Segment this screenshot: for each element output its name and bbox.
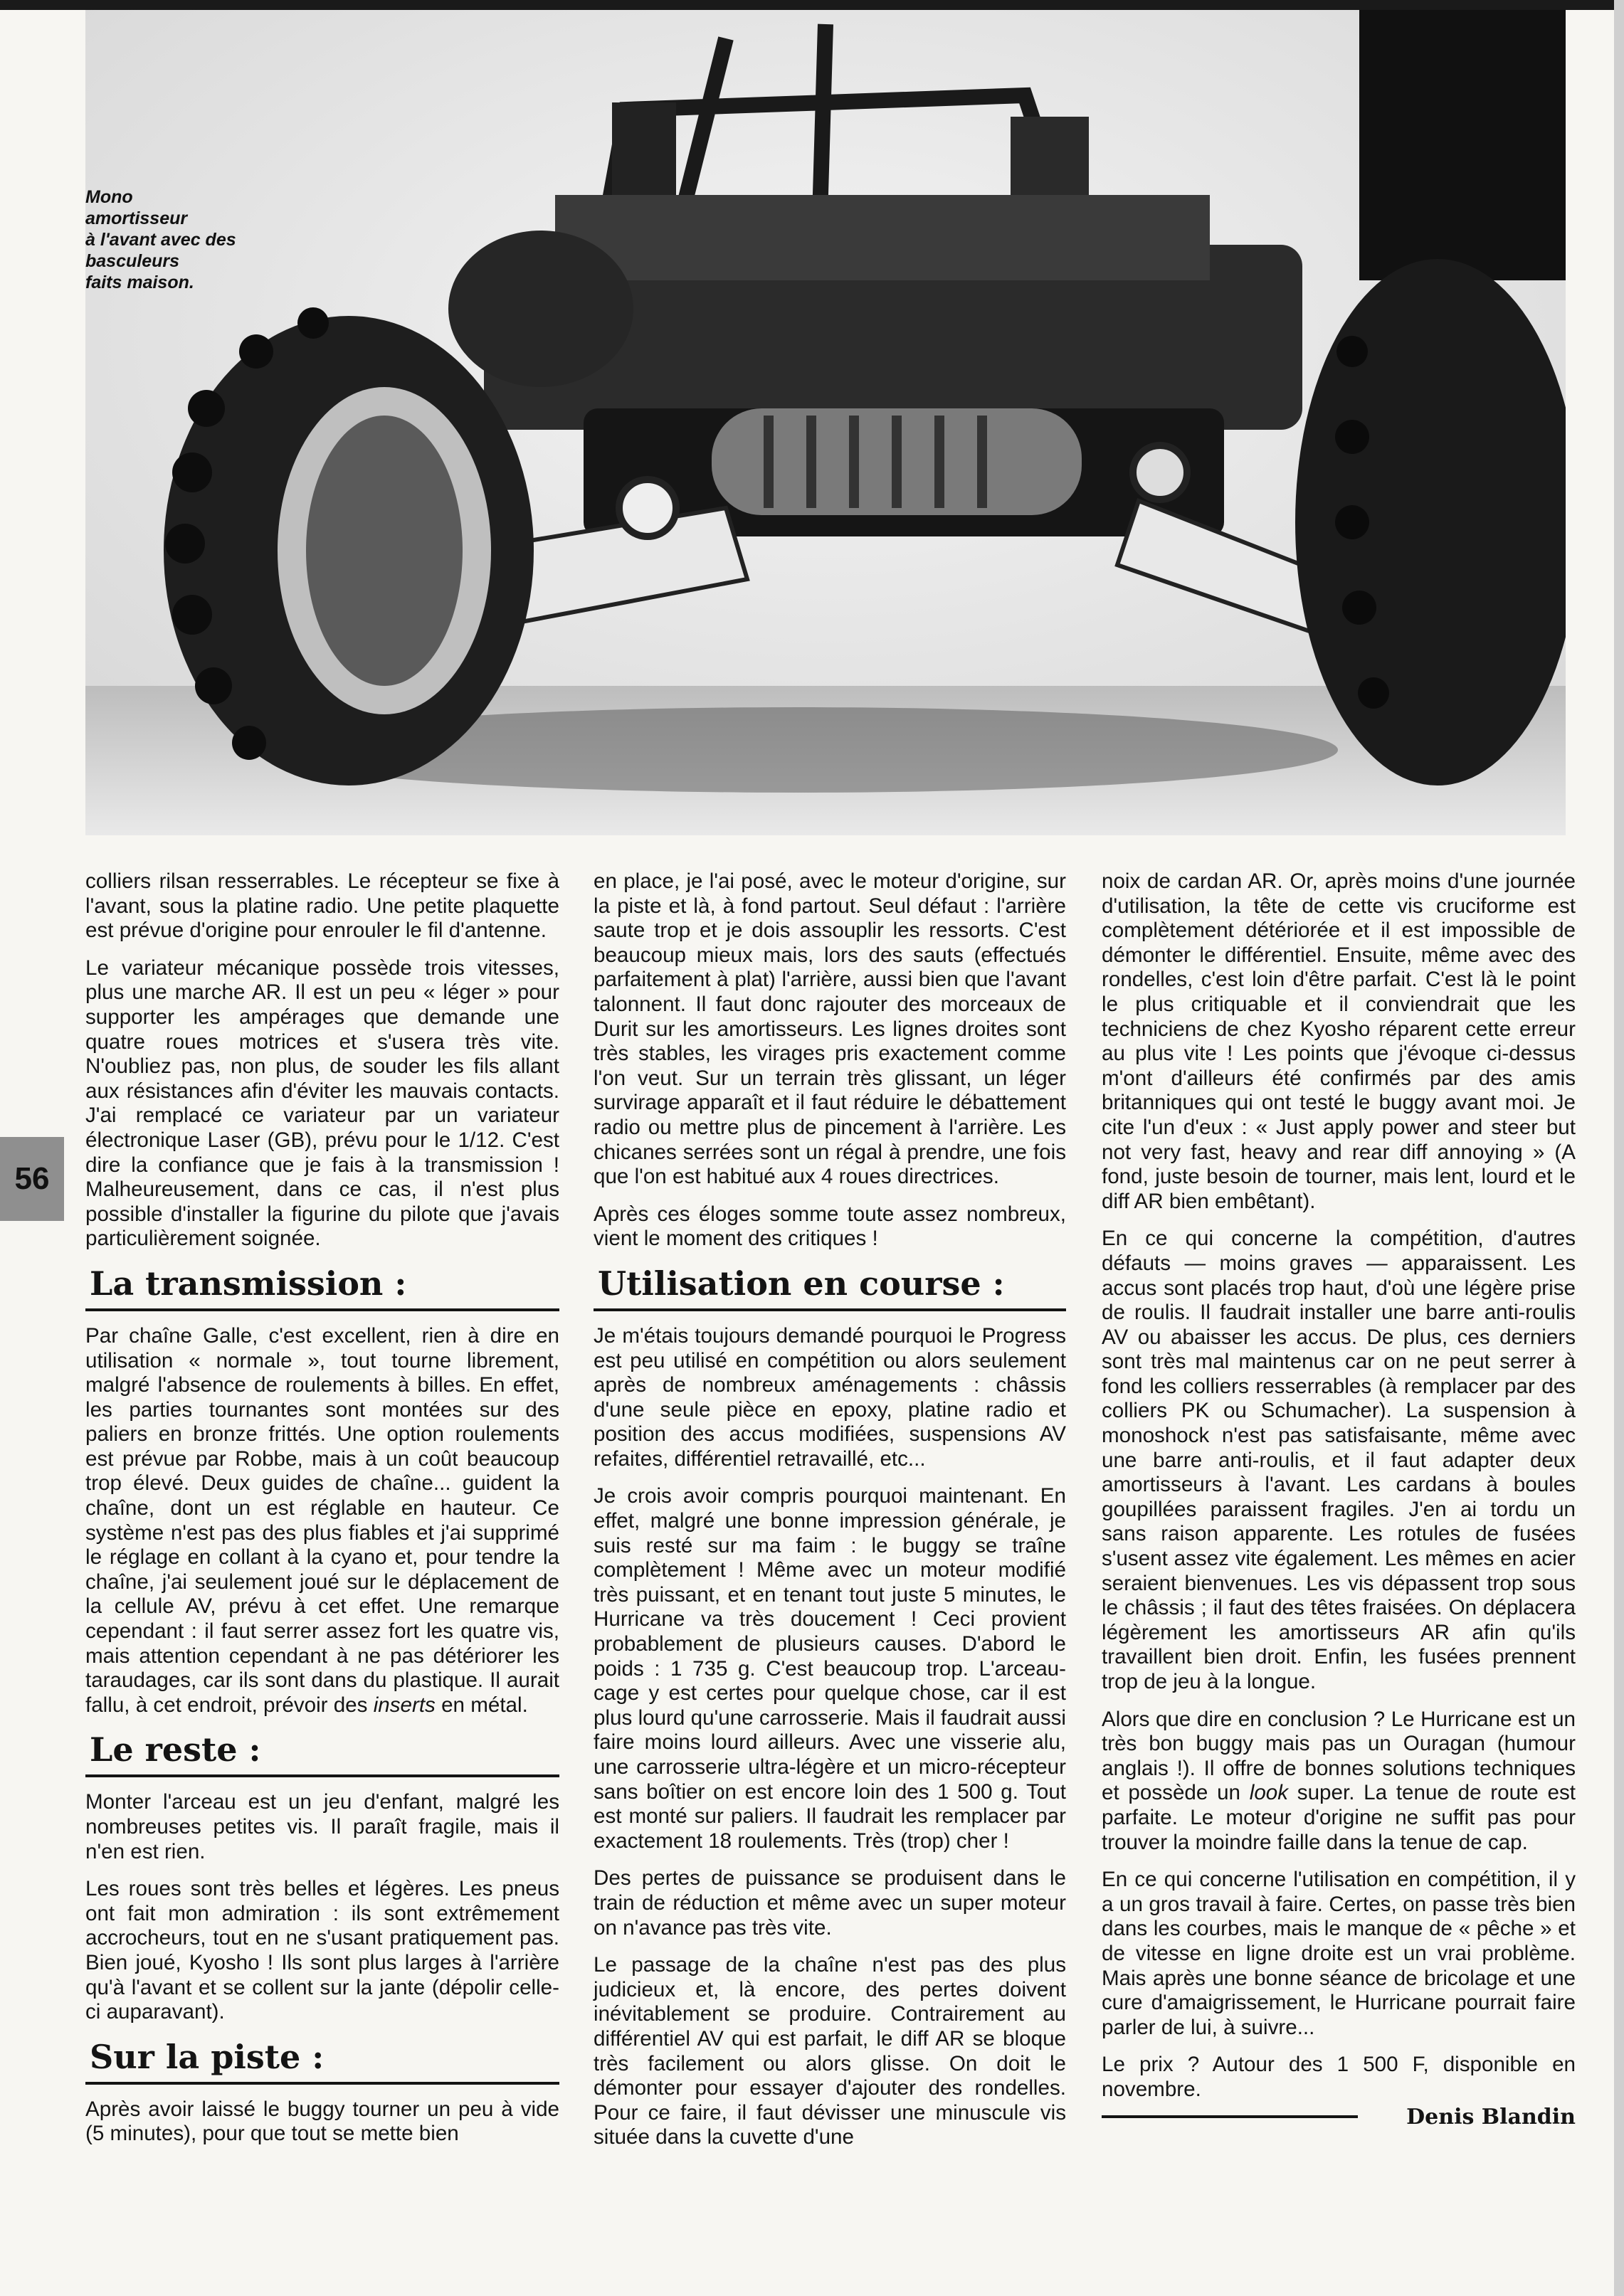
- page-number-tab: [0, 1137, 64, 1221]
- article-column-1: [85, 869, 559, 2159]
- paragraph: Le passage de la chaîne n'est pas des plus judicieux et, là encore, des pertes doivent inévitablement se produire. Contrairement au différentiel AV qui est parfait, le diff AR se bloque très facilement ou alors glisse. On doit le démonter pour essayer d'ajouter des rondelles. Pour ce faire, il faut dévisser une minuscule vis située dans la cuvette d'une: [594, 1953, 1066, 2149]
- paragraph: en place, je l'ai posé, avec le moteur d'origine, sur la piste et là, à fond partout. Seul défaut : l'arrière saute trop et je dois assouplir les ressorts. C'est beaucoup mieux mais, lors des sauts (effectués parfaitement à plat) l'arrière, aussi bien que l'avant talonnent. Il faut donc rajouter des morceaux de Durit sur les amortisseurs. Les lignes droites sont très stables, les virages pris exactement comme l'on veut. Sur un terrain très glissant, un léger survirage apparaît et il faut réduire le débattement radio ou mettre plus de pincement à l'arrière. Les chicanes serrées sont un régal à prendre, une fois que l'on est habitué aux 4 roues directrices.: [594, 869, 1066, 1189]
- paragraph-text: Alors que dire en conclusion ? Le Hurricane est un très bon buggy mais pas un Ouragan (humour anglais !). Il offre de bonnes solutions techniques et possède un: [1102, 1707, 1576, 1805]
- paragraph-text: Par chaîne Galle, c'est excellent, rien à dire en utilisation « normale », tout tourne librement, malgré l'absence de roulements à billes. En effet, les parties tournantes sont montées sur des paliers en bronze frittés. Une option roulements est prévue par Robbe, mais à un coût beaucoup trop élevé. Deux guides de chaîne... guident la chaîne, dont un est réglable en hauteur. Ce système n'est pas des plus fiables et j'ai supprimé le réglage en collant à la cyano et, pour tendre la chaîne, j'ai seulement joué sur le déplacement de la cellule AV, prévu à cet effet. Une remarque cependant : il faut serrer assez fort les quatre vis, mais attention cependant à ne pas détériorer les taraudages, car ils sont dans du plastique. Il aurait fallu, à cet endroit, prévoir des: [85, 1323, 559, 1717]
- paragraph: Après avoir laissé le buggy tourner un peu à vide (5 minutes), pour que tout se mette bien: [85, 2097, 559, 2146]
- photo-caption: [85, 186, 270, 293]
- paragraph: Des pertes de puissance se produisent dans le train de réduction et même avec un super moteur on n'avance pas très vite.: [594, 1866, 1066, 1940]
- section-heading: Le reste :: [85, 1730, 559, 1777]
- paragraph: Les roues sont très belles et légères. Les pneus ont fait mon admiration : ils sont extrêmement accrocheurs, tout en ne s'usant pratiquement pas. Bien joué, Kyosho ! Ils sont plus larges à l'arrière qu'à l'avant et se collent sur la jante (dépolir celle-ci auparavant).: [85, 1877, 559, 2024]
- paragraph: Monter l'arceau est un jeu d'enfant, malgré les nombreuses petites vis. Il paraît fragile, mais il n'en est rien.: [85, 1790, 559, 1863]
- caption-line: basculeurs: [85, 251, 180, 271]
- emphasis-text: look: [1249, 1781, 1289, 1805]
- buggy-photo: [85, 10, 1566, 835]
- scan-border-right: [1614, 0, 1624, 2296]
- section-heading: La transmission :: [85, 1264, 559, 1311]
- paragraph: Après ces éloges somme toute assez nombreux, vient le moment des critiques !: [594, 1202, 1066, 1251]
- caption-line: à l'avant avec des: [85, 230, 236, 250]
- caption-line: Mono: [85, 187, 133, 207]
- emphasis-text: inserts: [373, 1693, 436, 1717]
- paragraph-text: super. La tenue de route est parfaite. Le moteur d'origine ne suffit pas pour trouver la moindre faille dans la tenue de cap.: [1102, 1781, 1576, 1854]
- paragraph: En ce qui concerne la compétition, d'autres défauts — moins graves — apparaissent. Les accus sont placés trop haut, d'où une légère prise de roulis. Il faudrait installer une barre anti-roulis AV ou abaisser les accus. De plus, ces derniers sont très mal maintenus car on ne peut serrer à fond les colliers resserrables (à remplacer par des colliers PK ou Schumacher). La suspension à monoshock n'est pas satisfaisante, même avec une barre anti-roulis, et il faut adapter deux amortisseurs à l'avant. Les cardans à boules goupillées paraissent fragiles. J'en ai tordu un sans raison apparente. Les rotules de fusées s'usent assez vite également. Les mêmes en acier seraient bienvenues. Les vis dépassent trop sous le châssis ; il faut des têtes fraisées. On déplacera légèrement les amortisseurs AR afin qu'ils travaillent bien droit. Enfin, les fusées prennent trop de jeu à la longue.: [1102, 1227, 1576, 1693]
- paragraph: Je crois avoir compris pourquoi maintenant. En effet, malgré une bonne impression générale, je suis resté sur ma faim : le buggy se traîne complètement ! Même avec un moteur modifié très puissant, et en tenant tout juste 5 minutes, le Hurricane va très doucement ! Ceci provient probablement de plusieurs causes. D'abord le poids : 1 735 g. C'est beaucoup trop. L'arceau-cage y est certes pour quelque chose, car il est plus lourd qu'une carrosserie. Mais il faudrait aussi faire moins lourd ailleurs. Avec une visserie alu, une carrosserie ultra-légère et un micro-récepteur sans boîtier on est encore loin des 1 500 g. Tout est monté sur paliers. Il faudrait les remplacer par exactement 18 roulements. Très (trop) cher !: [594, 1484, 1066, 1853]
- caption-line: amortisseur: [85, 208, 188, 228]
- section-heading: Utilisation en course :: [594, 1264, 1066, 1311]
- paragraph: Le variateur mécanique possède trois vitesses, plus une marche AR. Il est un peu « léger » pour supporter les ampérages que demande une quatre roues motrices et s'usera très vite. N'oubliez pas, non plus, de souder les fils allant aux résistances afin d'éviter les mauvais contacts. J'ai remplacé ce variateur par un variateur électronique Laser (GB), prévu pour le 1/12. C'est dire la confiance que je fais à la transmission ! Malheureusement, dans ce cas, il n'est plus possible d'installer la figurine du pilote que j'avais particulièrement soignée.: [85, 956, 559, 1251]
- caption-line: faits maison.: [85, 273, 194, 292]
- page-number: 56: [14, 1161, 50, 1196]
- paragraph: colliers rilsan resserrables. Le récepteur se fixe à l'avant, sous la platine radio. Une petite plaquette est prévue d'origine pour enrouler le fil d'antenne.: [85, 869, 559, 943]
- paragraph: noix de cardan AR. Or, après moins d'une journée d'utilisation, la tête de cette vis cruciforme est complètement détériorée et il est impossible de démonter le différentiel. Ensuite, même avec des rondelles, c'est loin d'être parfait. C'est là le point le plus critiquable et il conviendrait que les techniciens de chez Kyosho réparent cette erreur au plus vite ! Les points que j'évoque ci-dessus m'ont d'ailleurs été confirmés par des amis britanniques qui ont testé le buggy avant moi. Je cite l'un d'eux : « Just apply power and steer but not very fast, heavy and rear diff annoying » (A fond, juste besoin de tourner, mais lent, lourd et le diff AR bien embêtant).: [1102, 869, 1576, 1213]
- article-column-3: [1102, 869, 1576, 2130]
- paragraph: Le prix ? Autour des 1 500 F, disponible en novembre.: [1102, 2053, 1576, 2101]
- author-signature: Denis Blandin: [1406, 2104, 1576, 2130]
- paragraph: Je m'étais toujours demandé pourquoi le Progress est peu utilisé en compétition ou alors seulement après de nombreux aménagements : châssis d'une seule pièce en epoxy, platine radio et position des accus modifiées, suspensions AV refaites, différentiel retravaillé, etc...: [594, 1323, 1066, 1471]
- scan-border-top: [0, 0, 1624, 10]
- article-column-2: [594, 869, 1066, 2163]
- paragraph-text: en métal.: [435, 1693, 528, 1717]
- section-heading: Sur la piste :: [85, 2038, 559, 2085]
- paragraph: [1102, 1708, 1576, 1856]
- paragraph: En ce qui concerne l'utilisation en compétition, il y a un gros travail à faire. Certes, on passe très bien dans les courbes, mais le manque de « pêche » et de vitesse en ligne droite est un vrai problème. Mais après une bonne séance de bricolage et une cure d'amaigrissement, le Hurricane pourrait faire parler de lui, à suivre...: [1102, 1868, 1576, 2039]
- paragraph: [85, 1324, 559, 1718]
